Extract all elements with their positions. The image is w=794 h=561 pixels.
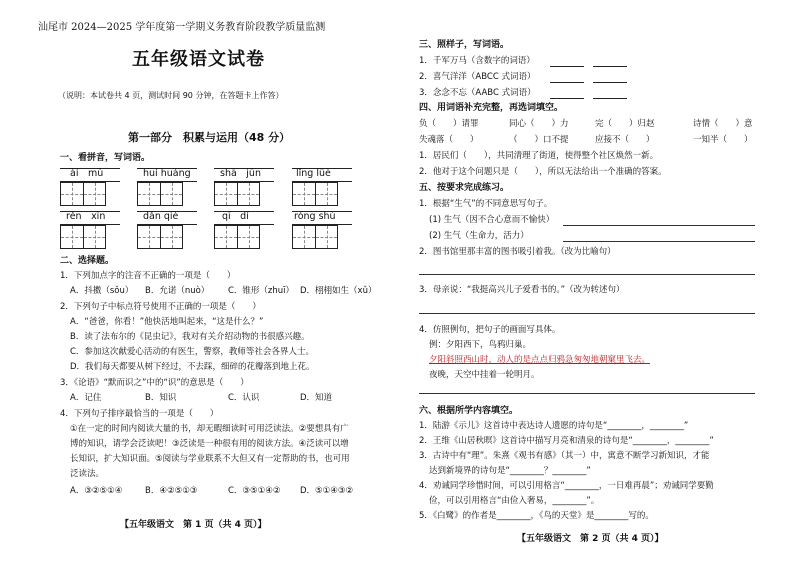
q3-option-a: A．记住 xyxy=(70,393,102,403)
s4-word: 同心（ ）力 xyxy=(509,119,569,129)
page-footer: 【五年级语文 第 2 页（共 4 页）】 xyxy=(517,534,664,544)
q1-option-a: A．抖擞（sǒu） xyxy=(70,286,134,296)
section-3-heading: 三、照样子，写词语。 xyxy=(419,40,510,50)
s6-question-2: 2．王维《山居秋暝》这首诗中描写月亮和清泉的诗句是“________，________” xyxy=(419,436,714,446)
s4-question-1: 1．居民们（ ），共同清理了街道，使得整个社区焕然一新。 xyxy=(419,151,659,161)
answer-blank[interactable] xyxy=(593,98,627,99)
q4-option-c: C．③⑤①④② xyxy=(228,486,281,496)
s3-item: 2．喜气洋洋（ABCC 式词语） xyxy=(419,72,536,82)
s4-word: 失魂落（ ） xyxy=(419,135,479,145)
s5-question-1b: (2) 生气（生命力，活力） xyxy=(429,231,529,241)
question-4: 4．下列句子排序最恰当的一项是（ ） xyxy=(60,409,219,419)
s5-example-2: 夕阳斜照西山时，动人的是点点归鸦急匆匆地朝窠里飞去。 xyxy=(429,355,651,365)
question-2: 2．下列句子中标点符号使用不正确的一项是（ ） xyxy=(60,302,261,312)
pinyin-text: ài mù xyxy=(70,168,104,179)
q4-option-a: A．③②⑤①④ xyxy=(70,486,123,496)
q2-option-d: D．我们每天都要从树下经过，不去踩，细碎的花瓣落到地上花。 xyxy=(70,362,315,372)
s6-question-1: 1．陆游《示儿》这首诗中表达诗人遗愿的诗句是“________，________” xyxy=(419,421,689,431)
q2-option-b: B．读了法布尔的《昆虫记》，我对有关介绍动物的书很感兴趣。 xyxy=(70,332,310,342)
pinyin-text: huí huáng xyxy=(143,168,191,179)
exam-header: 汕尾市 2024—2025 学年度第一学期义务教育阶段教学质量监测 xyxy=(38,22,326,33)
section-4-heading: 四、用词语补充完整，再选词填空。 xyxy=(419,103,564,113)
s6-question-4b: 俭，可以引用格言“由俭入奢易，________”。 xyxy=(429,496,600,506)
s4-word: 完（ ）归赵 xyxy=(595,119,655,129)
answer-line[interactable] xyxy=(563,241,755,242)
answer-blank[interactable] xyxy=(550,66,584,67)
section-1-heading: 一、看拼音，写词语。 xyxy=(60,153,151,163)
q4-passage-line: 长知识，扩大知识面。⑤阅读与学业联系不大但又有一定帮助的书，也可用 xyxy=(70,454,350,464)
answer-grid[interactable] xyxy=(292,182,338,206)
answer-line[interactable] xyxy=(419,393,755,394)
s4-word: 应接不（ ） xyxy=(595,135,655,145)
q1-option-d: D．栩栩如生（xǔ） xyxy=(300,286,377,296)
s6-question-3a: 3．古诗中有“理”。朱熹《观书有感》（其一）中，寓意不断学习新知识，才能 xyxy=(419,451,710,461)
q4-passage-line: 泛读法。 xyxy=(70,469,105,479)
answer-blank[interactable] xyxy=(593,66,627,67)
answer-grid[interactable] xyxy=(137,182,183,206)
s5-question-2: 2．图书馆里那丰富的图书吸引着我。（改为比喻句） xyxy=(419,247,616,257)
s6-question-4a: 4．劝诫同学珍惜时间，可以引用格言“________，一日难再晨”；劝诫同学要勤 xyxy=(419,481,714,491)
question-3: 3．《论语》“默而识之”中的“识”的意思是（ ） xyxy=(60,378,249,388)
q3-option-c: C．认识 xyxy=(228,393,260,403)
s5-question-1a: (1) 生气（因不合心意而不愉快） xyxy=(429,215,555,225)
s4-word: 诗情（ ）意 xyxy=(693,119,753,129)
pinyin-text: shā jūn xyxy=(220,168,261,179)
pinyin-text: qī dí xyxy=(222,211,249,222)
s4-word: 负（ ）请罪 xyxy=(419,119,479,129)
s5-question-4: 4．仿照例句，把句子的画面写具体。 xyxy=(419,325,561,335)
section-5-heading: 五、按要求完成练习。 xyxy=(419,183,510,193)
s4-question-2: 2．他对于这个问题只是（ ），所以无法给出一个准确的答案。 xyxy=(419,167,667,177)
question-1: 1．下列加点字的注音不正确的一项是（ ） xyxy=(60,271,236,281)
q4-passage-line: 博的知识，请学会泛读吧！③泛读是一种很有用的阅读方法。④泛读可以增 xyxy=(70,439,349,449)
s6-question-3b: 达到新境界的诗句是“________？________” xyxy=(429,466,591,476)
pinyin-text: rěn xīn xyxy=(66,211,106,222)
part-heading: 第一部分 积累与运用（48 分） xyxy=(128,131,291,144)
s5-question-3: 3．母亲说：“我挺高兴儿子爱看书的。”（改为转述句） xyxy=(419,285,625,295)
exam-page-2 xyxy=(397,0,794,561)
answer-grid[interactable] xyxy=(60,182,106,206)
q4-option-d: D．⑤①④③② xyxy=(300,486,354,496)
q2-option-c: C．参加这次献爱心活动的有医生，警察，教师等社会各界人士。 xyxy=(70,347,314,357)
answer-grid[interactable] xyxy=(214,225,260,249)
answer-blank[interactable] xyxy=(550,98,584,99)
s3-item: 3．念念不忘（AABC 式词语） xyxy=(419,88,536,98)
s6-question-5: 5．《白鹭》的作者是________，《鸟的天堂》是________写的。 xyxy=(419,511,654,521)
exam-title: 五年级语文试卷 xyxy=(132,49,265,70)
answer-grid[interactable] xyxy=(60,225,106,249)
exam-note: （说明：本试卷共 4 页，测试时间 90 分钟，在答题卡上作答） xyxy=(58,91,284,100)
s5-question-1: 1．根据“生气”的不同意思写句子。 xyxy=(419,199,553,209)
pinyin-text: róng shù xyxy=(294,211,336,222)
answer-grid[interactable] xyxy=(292,225,338,249)
pinyin-text: dǎn qiè xyxy=(143,211,179,222)
answer-blank[interactable] xyxy=(550,82,584,83)
q2-option-a: A．“爸爸，你看！”他快活地叫起来，“这是什么？” xyxy=(70,317,264,327)
s4-word: 一知半（ ） xyxy=(693,135,753,145)
q3-option-d: D．知道 xyxy=(300,393,333,403)
answer-grid[interactable] xyxy=(137,225,183,249)
q1-option-b: B．允诺（nuò） xyxy=(145,286,210,296)
s5-example-1: 例：夕阳西下，鸟鸦归巢。 xyxy=(429,340,532,350)
q3-option-b: B．知识 xyxy=(145,393,177,403)
page-footer: 【五年级语文 第 1 页（共 4 页）】 xyxy=(120,520,267,530)
answer-line[interactable] xyxy=(563,225,755,226)
pinyin-text: lǐng lüè xyxy=(296,168,331,179)
q1-option-c: C．锥形（zhuī） xyxy=(228,286,295,296)
s4-word: （ ）口不提 xyxy=(509,135,569,145)
section-6-heading: 六、根据所学内容填空。 xyxy=(419,406,519,416)
answer-blank[interactable] xyxy=(593,82,627,83)
answer-grid[interactable] xyxy=(214,182,260,206)
answer-line[interactable] xyxy=(419,313,755,314)
s5-example-3: 夜晚，天空中挂着一轮明月。 xyxy=(429,370,540,380)
section-2-heading: 二、选择题。 xyxy=(60,256,115,266)
q4-option-b: B．④②⑤①③ xyxy=(145,486,198,496)
s3-item: 1．千军万马（含数字的词语） xyxy=(419,56,535,66)
q4-passage-line: ①在一定的时间内阅读大量的书，却无暇细读时可用泛读法。②要想具有广 xyxy=(70,424,349,434)
answer-line[interactable] xyxy=(419,274,755,275)
